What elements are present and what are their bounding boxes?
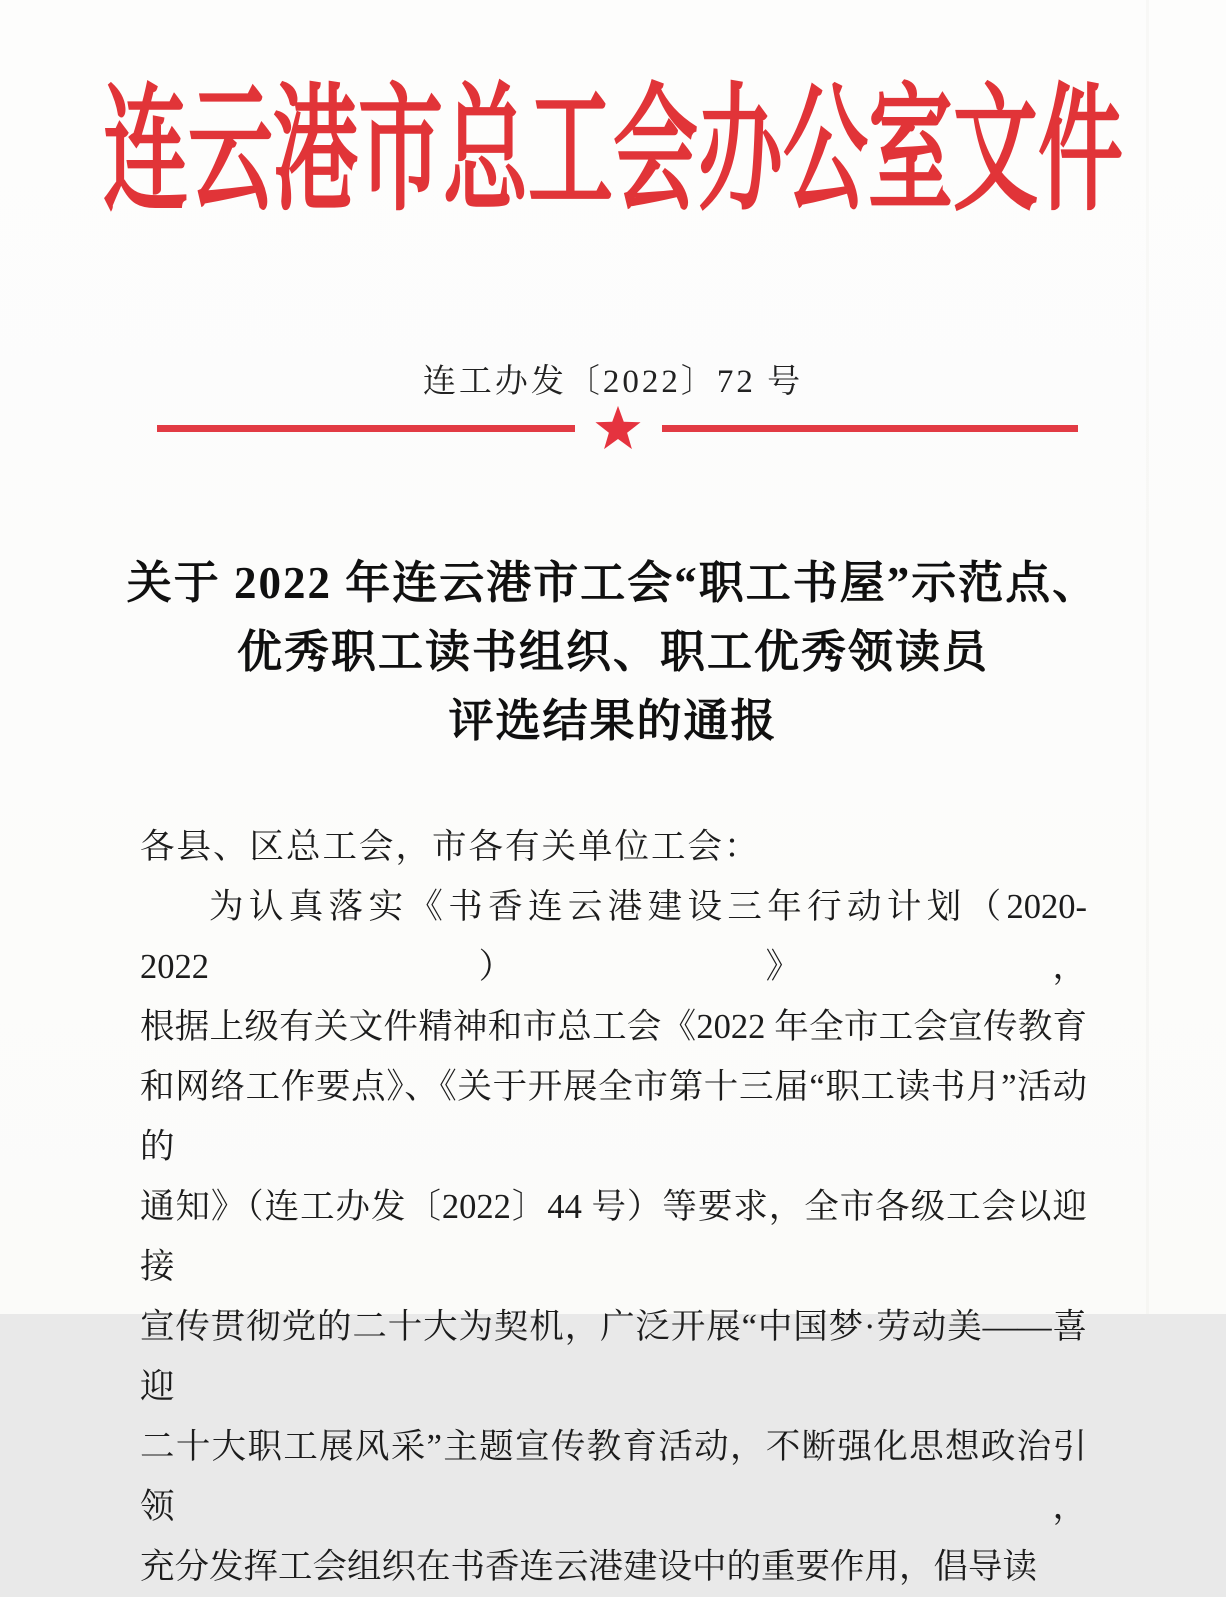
body-line: 二十大职工展风采”主题宣传教育活动，不断强化思想政治引领， [140, 1428, 1087, 1526]
salutation: 各县、区总工会，市各有关单位工会： [140, 828, 761, 866]
red-divider [157, 424, 1078, 474]
divider-line-left [157, 425, 575, 432]
body-paragraph [140, 877, 1087, 1597]
body-line: 为认真落实《书香连云港建设三年行动计划（2020-2022）》， [140, 888, 1087, 986]
body-line: 和网络工作要点》、《关于开展全市第十三届“职工读书月”活动的 [140, 1068, 1087, 1166]
document-body [140, 817, 1087, 1597]
body-line: 通知》（连工办发〔2022〕44 号）等要求，全市各级工会以迎接 [140, 1188, 1087, 1286]
body-line: 根据上级有关文件精神和市总工会《2022 年全市工会宣传教育 [140, 1008, 1087, 1046]
body-line: 充分发挥工会组织在书香连云港建设中的重要作用，倡导读 [140, 1548, 1037, 1586]
body-line: 宣传贯彻党的二十大为契机，广泛开展“中国梦·劳动美——喜迎 [140, 1308, 1087, 1406]
document-title-line: 优秀职工读书组织、职工优秀领读员 [236, 627, 989, 677]
document-title-line: 评选结果的通报 [448, 696, 778, 746]
document-number: 连工办发〔2022〕72 号 [422, 364, 804, 400]
document-title-line: 关于 2022 年连云港市工会“职工书屋”示范点、 [126, 558, 1100, 608]
star-icon [594, 404, 642, 452]
letterhead-title: 连云港市总工会办公室文件 [102, 75, 1123, 229]
document-title [63, 549, 1163, 756]
divider-line-right [662, 425, 1078, 432]
